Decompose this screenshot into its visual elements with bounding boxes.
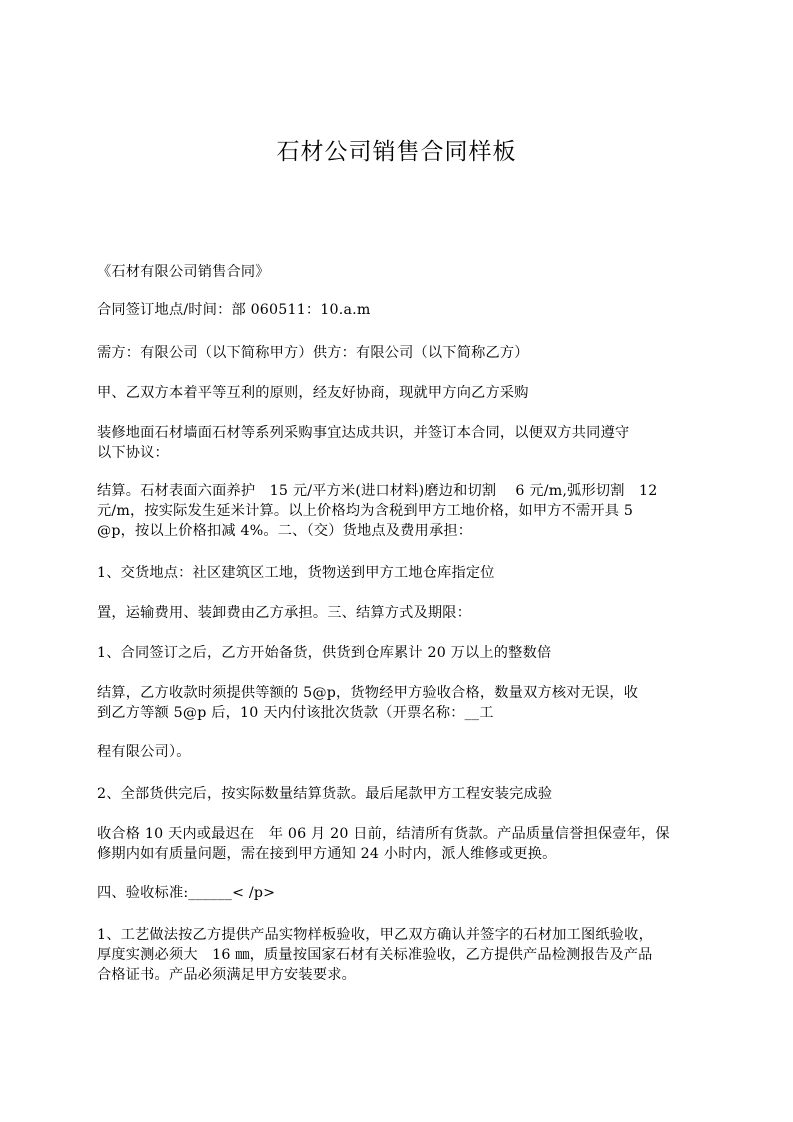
paragraph-line: 1、合同签订之后，乙方开始备货，供货到仓库累计 20 万以上的整数倍 — [97, 645, 552, 661]
paragraph-line: 结算。石材表面六面养护 15 元/平方米(进口材料)磨边和切割 6 元/m,弧形切割 12 — [97, 483, 658, 499]
paragraph-line: 1、交货地点：社区建筑区工地，货物送到甲方工地仓库指定位 — [97, 565, 495, 581]
paragraph-line: 收合格 10 天内或最迟在 年 06 月 20 日前，结清所有货款。产品质量信誉担保壹年，保 — [97, 826, 670, 842]
paragraph-acceptance-standard — [97, 883, 709, 903]
paragraph-settlement-2 — [97, 784, 709, 804]
paragraph-company-name — [97, 742, 709, 762]
paragraph-line: 四、验收标准:______< /p> — [97, 885, 276, 901]
paragraph-line: 《石材有限公司销售合同》 — [97, 264, 270, 280]
paragraph-line: 程有限公司）。 — [97, 744, 191, 760]
paragraph-line: 1、工艺做法按乙方提供产品实物样板验收，甲乙双方确认并签字的石材加工图纸验收， — [97, 927, 653, 943]
paragraph-line: 需方：有限公司（以下简称甲方）供方：有限公司（以下简称乙方） — [97, 345, 529, 361]
paragraph-delivery-place — [97, 563, 709, 583]
paragraph-line: 合格证书。产品必须满足甲方安装要求。 — [97, 967, 356, 983]
paragraph-line: 元/m，按实际发生延米计算。以上价格均为含税到甲方工地价格，如甲方不需开具 5 — [97, 503, 634, 519]
paragraph-pricing — [97, 481, 709, 541]
paragraph-acceptance-details — [97, 925, 709, 985]
paragraph-transport-costs — [97, 603, 709, 623]
paragraph-line: 以下协议： — [97, 445, 169, 461]
paragraph-settlement-1 — [97, 643, 709, 663]
paragraph-line: 到乙方等额 5@p 后，10 天内付该批次货款（开票名称：__工 — [97, 705, 494, 721]
paragraph-principle — [97, 383, 709, 403]
paragraph-line: 合同签订地点/时间：部 060511：10.a.m — [97, 302, 371, 318]
paragraph-settlement-payment — [97, 683, 709, 723]
paragraph-contract-name — [97, 262, 709, 282]
paragraph-signing-place-time — [97, 300, 709, 320]
paragraph-line: 修期内如有质量问题，需在接到甲方通知 24 小时内，派人维修或更换。 — [97, 846, 557, 862]
paragraph-line: 厚度实测必须大 16 ㎜，质量按国家石材有关标准验收，乙方提供产品检测报告及产品 — [97, 947, 653, 963]
paragraph-line: 装修地面石材墙面石材等系列采购事宜达成共识，并签订本合同，以便双方共同遵守 — [97, 425, 630, 441]
paragraph-line: 甲、乙双方本着平等互利的原则，经友好协商，现就甲方向乙方采购 — [97, 385, 529, 401]
paragraph-line: @p，按以上价格扣减 4%。二、（交）货地点及费用承担： — [97, 523, 473, 539]
document-title: 石材公司销售合同样板 — [276, 139, 517, 165]
paragraph-final-payment-warranty — [97, 824, 709, 864]
paragraph-line: 结算，乙方收款时须提供等额的 5@p，货物经甲方验收合格，数量双方核对无误，收 — [97, 685, 639, 701]
paragraph-procurement-scope — [97, 423, 709, 463]
paragraph-parties — [97, 343, 709, 363]
paragraph-line: 2、全部货供完后，按实际数量结算货款。最后尾款甲方工程安装完成验 — [97, 786, 553, 802]
paragraph-line: 置，运输费用、装卸费由乙方承担。三、结算方式及期限： — [97, 605, 472, 621]
